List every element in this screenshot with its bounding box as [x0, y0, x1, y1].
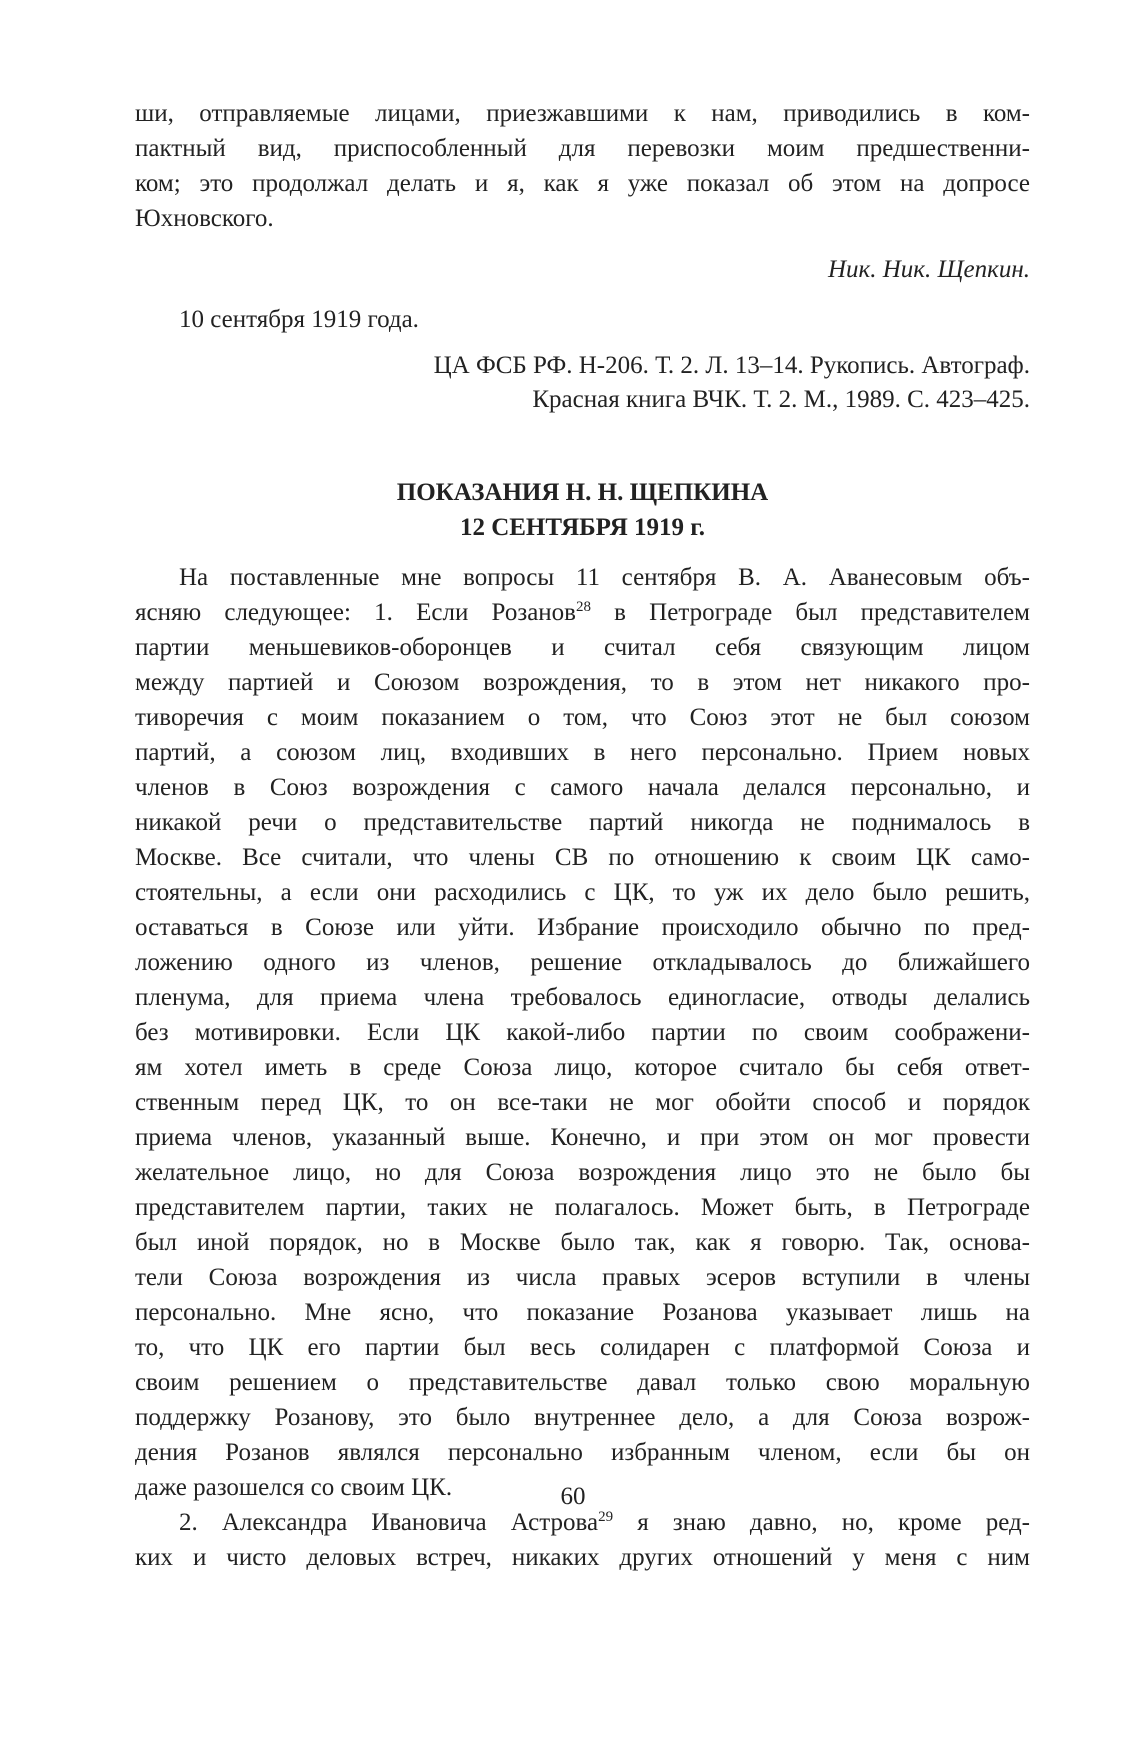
text-line: ложению одного из членов, решение откладывалось до ближайшего: [135, 949, 1030, 976]
text-line: приема членов, указанный выше. Конечно, и при этом он мог провести: [135, 1124, 1030, 1151]
text-line: тели Союза возрождения из числа правых эсеров вступили в члены: [135, 1264, 1030, 1291]
paragraph-2: [135, 1505, 1030, 1575]
text-line: ши, отправляемые лицами, приезжавшими к нам, приводились в ком-: [135, 100, 1030, 127]
paragraph-1: [135, 560, 1030, 1505]
text-fragment: 2. Александра Ивановича Астрова: [179, 1509, 599, 1536]
text-line: ственным перед ЦК, то он все-таки не мог обойти способ и порядок: [135, 1089, 1030, 1116]
text-line: своим решением о представительстве давал только свою моральную: [135, 1369, 1030, 1396]
text-fragment: я знаю давно, но, кроме ред-: [613, 1509, 1031, 1536]
source-line: Красная книга ВЧК. Т. 2. М., 1989. С. 423–425.: [532, 386, 1030, 413]
text-line: желательное лицо, но для Союза возрождения лицо это не было бы: [135, 1159, 1030, 1186]
document-date: 10 сентября 1919 года.: [179, 306, 419, 333]
text-line: то, что ЦК его партии был весь солидарен с платформой Союза и: [135, 1334, 1030, 1361]
text-line: дения Розанов являлся персонально избранным членом, если бы он: [135, 1439, 1030, 1466]
text-line: между партией и Союзом возрождения, то в этом нет никакого про-: [135, 669, 1030, 696]
title-line: ПОКАЗАНИЯ Н. Н. ЩЕПКИНА: [396, 479, 769, 506]
text-line: пленума, для приема члена требовалось единогласие, отводы делались: [135, 984, 1030, 1011]
text-line: был иной порядок, но в Москве было так, как я говорю. Так, основа-: [135, 1229, 1030, 1256]
footnote-ref-29[interactable]: 29: [598, 1509, 614, 1525]
text-line: членов в Союз возрождения с самого начала делался персонально, и: [135, 774, 1030, 801]
section-title: [135, 475, 1030, 545]
intro-paragraph: [135, 96, 1030, 236]
text-line: ям хотел иметь в среде Союза лицо, которое считало бы себя ответ-: [135, 1054, 1030, 1081]
text-line: ком; это продолжал делать и я, как я уже показал об этом на допросе: [135, 170, 1030, 197]
page-body: [135, 96, 1030, 1575]
text-line: партии меньшевиков-оборонцев и считал себя связующим лицом: [135, 634, 1030, 661]
text-line: представителем партии, таких не полагалось. Может быть, в Петрограде: [135, 1194, 1030, 1221]
text-line: ких и чисто деловых встреч, никаких других отношений у меня с ним: [135, 1544, 1030, 1571]
footnote-ref-28[interactable]: 28: [575, 599, 591, 615]
text-line: Юхновского.: [135, 205, 274, 232]
text-line: тиворечия с моим показанием о том, что Союз этот не был союзом: [135, 704, 1030, 731]
text-line: без мотивировки. Если ЦК какой-либо партии по своим соображени-: [135, 1019, 1030, 1046]
signature: Ник. Ник. Щепкин.: [827, 256, 1030, 283]
text-line: никакой речи о представительстве партий никогда не поднималось в: [135, 809, 1030, 836]
source-citation: [135, 349, 1030, 417]
text-line: [135, 595, 1030, 630]
text-fragment: в Петрограде был представителем: [590, 599, 1031, 626]
text-line: оставаться в Союзе или уйти. Избрание происходило обычно по пред-: [135, 914, 1030, 941]
source-line: ЦА ФСБ РФ. Н-206. Т. 2. Л. 13–14. Рукопись. Автограф.: [433, 352, 1030, 379]
text-line: поддержку Розанову, это было внутреннее дело, а для Союза возрож-: [135, 1404, 1030, 1431]
title-line: 12 СЕНТЯБРЯ 1919 г.: [459, 514, 706, 541]
text-line: даже разошелся со своим ЦК.: [135, 1474, 453, 1501]
text-line: На поставленные мне вопросы 11 сентября В. А. Аванесовым объ-: [179, 564, 1030, 591]
page-number: 60: [560, 1483, 586, 1510]
text-line: персонально. Мне ясно, что показание Розанова указывает лишь на: [135, 1299, 1030, 1326]
text-line: стоятельны, а если они расходились с ЦК, то уж их дело было решить,: [135, 879, 1030, 906]
text-line: пактный вид, приспособленный для перевозки моим предшественни-: [135, 135, 1030, 162]
text-fragment: ясняю следующее: 1. Если Розанов: [135, 599, 576, 626]
text-line: Москве. Все считали, что члены СВ по отношению к своим ЦК само-: [135, 844, 1030, 871]
text-line: партий, а союзом лиц, входивших в него персонально. Прием новых: [135, 739, 1030, 766]
